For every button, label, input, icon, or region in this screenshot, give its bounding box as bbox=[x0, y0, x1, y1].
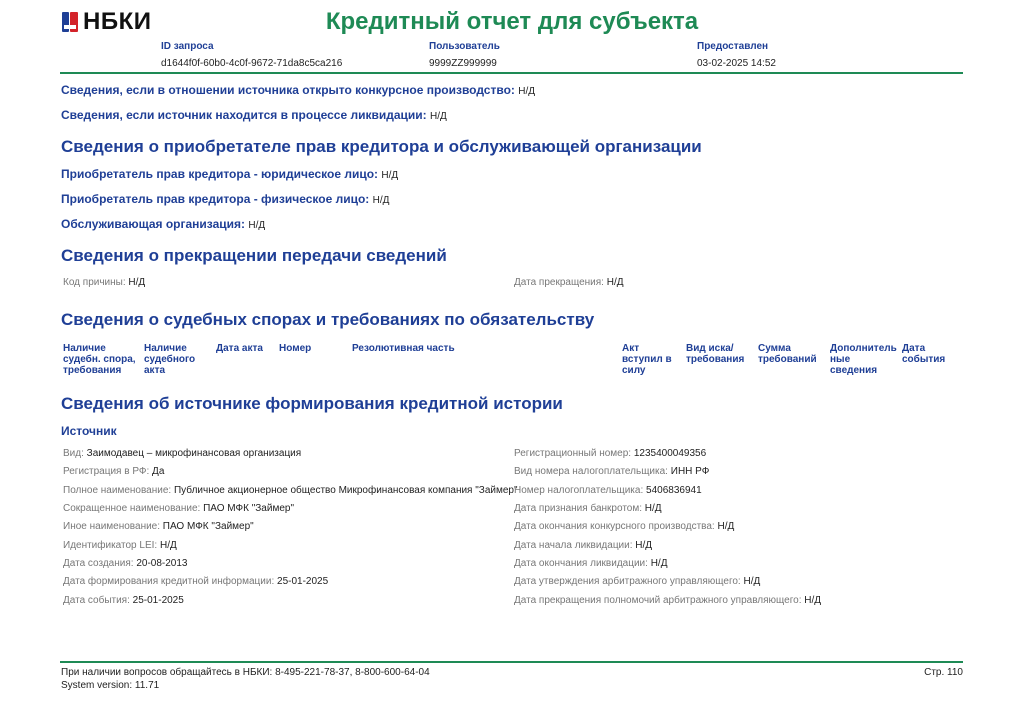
source-left-value: Н/Д bbox=[159, 540, 177, 551]
logo-text: НБКИ bbox=[83, 8, 152, 35]
footer-divider bbox=[60, 661, 963, 663]
header-divider bbox=[60, 72, 963, 74]
source-right-value: 1235400049356 bbox=[633, 448, 707, 459]
source-right-value: Н/Д bbox=[635, 540, 653, 551]
source-left-value: Да bbox=[152, 466, 165, 477]
source-right-label: Регистрационный номер: bbox=[514, 448, 632, 459]
page-title: Кредитный отчет для субъекта bbox=[325, 8, 699, 35]
acquirer-individual-label: Приобретатель прав кредитора - физическое лицо: bbox=[61, 192, 370, 206]
source-left-label: Полное наименование: bbox=[63, 485, 172, 496]
servicer-label: Обслуживающая организация: bbox=[61, 217, 246, 231]
source-right-row bbox=[514, 503, 662, 515]
termination-date-value: Н/Д bbox=[606, 277, 624, 288]
source-left-row bbox=[63, 485, 518, 497]
source-section-title: Сведения об источнике формирования кредитной истории bbox=[61, 394, 563, 413]
servicer-line bbox=[61, 217, 265, 233]
liquidation-value: Н/Д bbox=[429, 111, 447, 122]
acquirer-individual-value: Н/Д bbox=[372, 195, 390, 206]
source-left-row bbox=[63, 595, 184, 607]
source-right-row bbox=[514, 521, 734, 533]
source-right-row bbox=[514, 466, 709, 478]
source-right-label: Дата признания банкротом: bbox=[514, 503, 642, 514]
source-left-row bbox=[63, 466, 164, 478]
source-right-label: Дата окончания ликвидации: bbox=[514, 558, 648, 569]
col-event-date: Дата события bbox=[902, 343, 946, 365]
source-left-value: ПАО МФК "Займер" bbox=[162, 521, 254, 532]
source-right-row bbox=[514, 540, 652, 552]
provided-value: 03-02-2025 14:52 bbox=[697, 58, 776, 69]
source-left-value: Публичное акционерное общество Микрофинансовая компания "Займер" bbox=[173, 485, 518, 496]
request-id-value: d1644f0f-60b0-4c0f-9672-71da8c5ca216 bbox=[161, 58, 343, 69]
col-resolution: Резолютивная часть bbox=[352, 343, 455, 354]
acquirer-section-title: Сведения о приобретателе прав кредитора и обслуживающей организации bbox=[61, 137, 702, 156]
liquidation-label: Сведения, если источник находится в процессе ликвидации: bbox=[61, 108, 427, 122]
source-right-value: Н/Д bbox=[644, 503, 662, 514]
source-right-value: Н/Д bbox=[650, 558, 668, 569]
acquirer-legal-label: Приобретатель прав кредитора - юридическое лицо: bbox=[61, 167, 379, 181]
source-left-row bbox=[63, 448, 301, 460]
source-right-row bbox=[514, 595, 821, 607]
source-left-label: Вид: bbox=[63, 448, 84, 459]
source-left-row bbox=[63, 558, 187, 570]
termination-date bbox=[514, 277, 624, 289]
source-left-label: Дата формирования кредитной информации: bbox=[63, 576, 275, 587]
source-left-label: Дата события: bbox=[63, 595, 130, 606]
source-left-label: Сокращенное наименование: bbox=[63, 503, 201, 514]
source-left-label: Регистрация в РФ: bbox=[63, 466, 150, 477]
competition-line bbox=[61, 83, 535, 99]
provided-block bbox=[697, 40, 776, 70]
source-subtitle: Источник bbox=[61, 424, 117, 438]
source-left-value: 25-01-2025 bbox=[277, 576, 329, 587]
source-right-row bbox=[514, 448, 706, 460]
col-act-date: Дата акта bbox=[216, 343, 263, 354]
source-right-value: Н/Д bbox=[743, 576, 761, 587]
footer-version: System version: 11.71 bbox=[61, 680, 160, 691]
provided-label: Предоставлен bbox=[697, 41, 769, 52]
col-act-in-force: Акт вступил в силу bbox=[622, 343, 672, 376]
source-right-label: Дата окончания конкурсного производства: bbox=[514, 521, 715, 532]
col-number: Номер bbox=[279, 343, 312, 354]
source-left-row bbox=[63, 540, 177, 552]
termination-section-title: Сведения о прекращении передачи сведений bbox=[61, 246, 447, 265]
source-right-value: Н/Д bbox=[717, 521, 735, 532]
request-id-block bbox=[161, 40, 342, 70]
col-court-act-presence: Наличие судебного акта bbox=[144, 343, 196, 376]
termination-reason bbox=[63, 277, 145, 289]
col-claim-amount: Сумма требований bbox=[758, 343, 817, 365]
source-left-label: Идентификатор LEI: bbox=[63, 540, 158, 551]
source-right-row bbox=[514, 558, 667, 570]
footer-contact: При наличии вопросов обращайтесь в НБКИ: 8-495-221-78-37, 8-800-600-64-04 bbox=[61, 667, 430, 678]
termination-reason-label: Код причины: bbox=[63, 277, 126, 288]
source-right-value: Н/Д bbox=[804, 595, 822, 606]
source-left-row bbox=[63, 521, 254, 533]
source-left-label: Дата создания: bbox=[63, 558, 134, 569]
col-additional-info: Дополнитель ные сведения bbox=[830, 343, 897, 376]
source-left-label: Иное наименование: bbox=[63, 521, 161, 532]
competition-value: Н/Д bbox=[518, 86, 536, 97]
disputes-section-title: Сведения о судебных спорах и требованиях по обязательству bbox=[61, 310, 595, 329]
source-right-value: 5406836941 bbox=[646, 485, 702, 496]
source-right-row bbox=[514, 576, 760, 588]
page-number: Стр. 110 bbox=[924, 667, 963, 678]
request-id-label: ID запроса bbox=[161, 41, 214, 52]
col-dispute-presence: Наличие судебн. спора, требования bbox=[63, 343, 136, 376]
source-right-label: Вид номера налогоплательщика: bbox=[514, 466, 668, 477]
source-left-row bbox=[63, 503, 294, 515]
termination-reason-value: Н/Д bbox=[128, 277, 146, 288]
servicer-value: Н/Д bbox=[248, 220, 266, 231]
user-block bbox=[429, 40, 500, 70]
col-claim-type: Вид иска/ требования bbox=[686, 343, 745, 365]
competition-label: Сведения, если в отношении источника открыто конкурсное производство: bbox=[61, 83, 515, 97]
source-left-value: ПАО МФК "Займер" bbox=[203, 503, 294, 514]
acquirer-legal-line bbox=[61, 167, 398, 183]
user-value: 9999ZZ999999 bbox=[429, 58, 497, 69]
acquirer-individual-line bbox=[61, 192, 389, 208]
source-right-row bbox=[514, 485, 702, 497]
source-left-value: 25-01-2025 bbox=[132, 595, 184, 606]
source-left-row bbox=[63, 576, 328, 588]
source-right-label: Дата прекращения полномочий арбитражного управляющего: bbox=[514, 595, 802, 606]
source-right-value: ИНН РФ bbox=[670, 466, 710, 477]
source-left-value: 20-08-2013 bbox=[136, 558, 188, 569]
source-right-label: Дата утверждения арбитражного управляющего: bbox=[514, 576, 741, 587]
liquidation-line bbox=[61, 108, 447, 124]
user-label: Пользователь bbox=[429, 41, 500, 52]
termination-date-label: Дата прекращения: bbox=[514, 277, 604, 288]
source-right-label: Дата начала ликвидации: bbox=[514, 540, 633, 551]
acquirer-legal-value: Н/Д bbox=[381, 170, 399, 181]
source-right-label: Номер налогоплательщика: bbox=[514, 485, 644, 496]
source-left-value: Заимодавец – микрофинансовая организация bbox=[86, 448, 302, 459]
